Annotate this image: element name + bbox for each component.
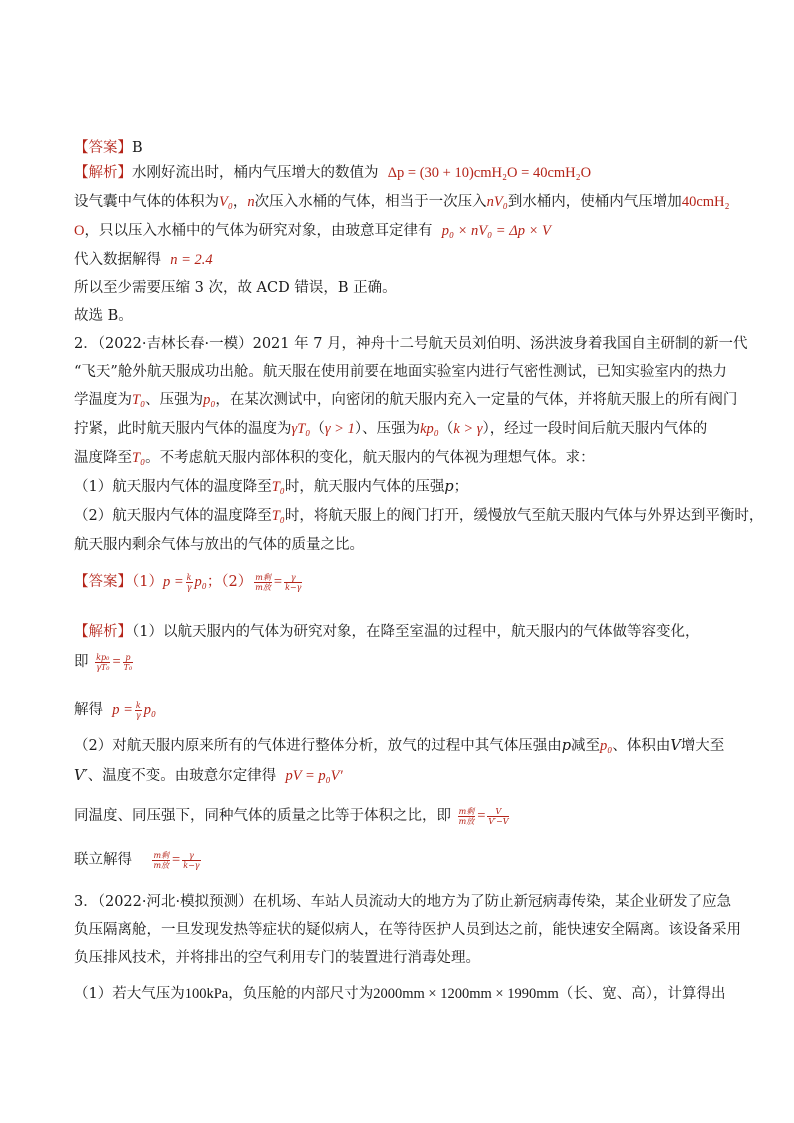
symbol: = (172, 852, 181, 868)
text: （ (438, 421, 454, 437)
text: 到水桶内，使桶内气压增加 (507, 194, 682, 210)
text: 、压强为 (145, 392, 204, 408)
text: 增大至 (680, 738, 725, 754)
text: 次压入水桶的气体，相当于一次压入 (254, 194, 487, 210)
text: （2）对航天服内原来所有的气体进行整体分析，放气的过程中其气体压强由 (74, 738, 562, 754)
q2-stem-1: 2．（2022·吉林长春·一模）2021 年 7 月，神舟十二号航天员刘伯明、汤洪波身着我国自主研制的新一代 (74, 336, 748, 352)
numerator: γ (182, 851, 200, 861)
fraction (458, 807, 476, 826)
fraction (284, 573, 302, 592)
analysis-line-2 (74, 192, 730, 212)
q2-analysis-1 (74, 622, 699, 642)
q3-stem-2: 负压隔离舱，一旦发现发热等症状的疑似病人，在等待医护人员到达之前，能快速安全隔离。该设备采用 (74, 922, 741, 938)
q2-sub-1 (74, 477, 468, 497)
analysis-line-5: 所以至少需要压缩 3 次，故 ACD 错误，B 正确。 (74, 280, 397, 296)
text: ）、压强为 (354, 421, 421, 437)
fraction (182, 851, 200, 870)
text: （ (310, 421, 325, 437)
fraction (152, 851, 170, 870)
fraction (254, 573, 272, 592)
text: ，只以压入水桶中的气体为研究对象，由玻意耳定律有 (84, 223, 433, 239)
text: （长、宽、高），计算得出 (558, 986, 726, 1002)
symbol: = (273, 574, 283, 590)
text: 即 (74, 654, 89, 670)
denominator: k−γ (285, 582, 302, 592)
text: 温度降至 (74, 450, 132, 466)
text: 同温度、同压强下，同种气体的质量之比等于体积之比，即 (74, 808, 451, 824)
fraction (186, 573, 193, 592)
fraction (123, 653, 134, 672)
q2-stem-4 (74, 419, 707, 439)
numerator: γ (284, 573, 302, 583)
denominator: T₀ (123, 662, 133, 672)
numerator: m剩 (458, 806, 475, 816)
symbol: kp₀ (420, 421, 439, 437)
q2-answer (74, 572, 304, 592)
text: 学温度为 (74, 392, 132, 408)
answer-tag: 【答案】 (74, 140, 132, 156)
q2-analysis-6 (74, 806, 511, 826)
symbol: γT₀ (291, 421, 311, 437)
analysis-line-4 (74, 250, 213, 270)
formula: pV = p₀V′ (285, 768, 343, 784)
symbol: p₀ (143, 702, 157, 718)
numerator: k (135, 700, 141, 710)
q2-sub-2-cont: 航天服内剩余气体与放出的气体的质量之比。 (74, 537, 364, 553)
formula: 2000mm × 1200mm × 1990mm (373, 986, 559, 1002)
analysis-tag: 【解析】 (74, 624, 132, 640)
fraction (95, 653, 110, 672)
denominator: γT₀ (96, 662, 110, 672)
symbol: V₀ (219, 194, 233, 210)
symbol: V (670, 738, 681, 754)
text: ， (232, 194, 248, 210)
text: 代入数据解得 (74, 252, 161, 268)
q2-analysis-2 (74, 652, 135, 672)
q2-analysis-3 (74, 700, 156, 720)
formula: p₀ × nV₀ = Δp × V (441, 223, 551, 239)
numerator: m剩 (153, 850, 170, 860)
q3-sub-1 (74, 984, 726, 1004)
q2-analysis-7 (74, 850, 203, 870)
text: 、温度不变。由玻意尔定律得 (87, 768, 277, 784)
denominator: V′−V (488, 816, 509, 826)
symbol: k > γ (453, 421, 483, 437)
text: （1）若大气压为 (74, 986, 185, 1002)
fraction (487, 807, 509, 826)
symbol: p = (162, 574, 184, 590)
text: ； (453, 479, 469, 495)
numerator: V (487, 807, 509, 817)
q2-stem-5 (74, 448, 595, 468)
symbol: p (444, 479, 454, 495)
text: （1）航天服内气体的温度降至 (74, 479, 272, 495)
denominator: m放 (458, 816, 475, 826)
q2-analysis-4 (74, 736, 724, 756)
symbol: = (112, 654, 121, 670)
text: 时，航天服内气体的压强 (284, 479, 445, 495)
denominator: m放 (255, 582, 271, 592)
q2-stem-2: “飞天”舱外航天服成功出舱。航天服在使用前要在地面实验室内进行气密性测试，已知实验室内的热力 (74, 364, 727, 380)
text: 设气囊中气体的体积为 (74, 194, 219, 210)
analysis-line-3 (74, 221, 551, 241)
symbol: T₀ (271, 479, 285, 495)
numerator: p (123, 653, 134, 663)
formula: n = 2.4 (170, 252, 213, 268)
q3-stem-1: 3．（2022·河北·模拟预测）在机场、车站人员流动大的地方为了防止新冠病毒传染，某企业研发了应急 (74, 894, 732, 910)
denominator: γ (186, 582, 192, 592)
text: 。不考虑航天服内部体积的变化，航天服内的气体视为理想气体。求： (145, 450, 595, 466)
symbol: p₀ (600, 738, 613, 754)
symbol: n (247, 194, 255, 210)
symbol: p₀ (203, 392, 216, 408)
symbol: nV₀ (486, 194, 508, 210)
symbol: p (561, 738, 572, 754)
text: （1） (132, 574, 163, 590)
denominator: γ (135, 710, 141, 720)
text: 时，将航天服上的阀门打开，缓慢放气至航天服内气体与外界达到平衡时， (284, 508, 764, 524)
analysis-line-6: 故选 B。 (74, 308, 133, 324)
symbol: p = (112, 702, 133, 718)
text: ；（2） (206, 574, 253, 590)
text: 解得 (74, 702, 103, 718)
symbol: V′ (74, 768, 88, 784)
text: （1）以航天服内的气体为研究对象，在降至室温的过程中，航天服内的气体做等容变化， (132, 624, 700, 640)
symbol: γ > 1 (324, 421, 355, 437)
analysis-tag: 【解析】 (74, 165, 132, 181)
text: 拧紧，此时航天服内气体的温度为 (74, 421, 292, 437)
symbol: p₀ (194, 574, 207, 590)
q3-stem-3: 负压排风技术，并将排出的空气利用专门的装置进行消毒处理。 (74, 950, 480, 966)
q2-stem-3 (74, 390, 737, 410)
q2-analysis-5 (74, 766, 343, 786)
numerator: m剩 (255, 572, 271, 582)
answer-line-q1 (74, 138, 143, 158)
symbol: 40cmH₂ (681, 194, 730, 210)
symbol: T₀ (132, 450, 146, 466)
text: ，负压舱的内部尺寸为 (228, 986, 374, 1002)
q2-sub-2 (74, 506, 763, 526)
denominator: m放 (153, 860, 170, 870)
symbol: 100kPa (184, 986, 229, 1002)
text: ，在某次测试中，向密闭的航天服内充入一定量的气体，并将航天服上的所有阀门 (215, 392, 738, 408)
symbol: = (477, 808, 486, 824)
text: 联立解得 (74, 852, 132, 868)
answer-value: B (132, 140, 143, 156)
text: 减至 (571, 738, 601, 754)
symbol: T₀ (132, 392, 146, 408)
symbol: O (74, 223, 85, 239)
numerator: kp₀ (96, 652, 110, 662)
text: ），经过一段时间后航天服内气体的 (482, 421, 708, 437)
numerator: k (186, 572, 192, 582)
fraction (135, 701, 142, 720)
analysis-line-1 (74, 163, 591, 183)
formula: Δp = (30 + 10)cmH₂O = 40cmH₂O (387, 165, 592, 181)
analysis-text: 水刚好流出时，桶内气压增大的数值为 (132, 165, 379, 181)
text: （2）航天服内气体的温度降至 (74, 508, 272, 524)
denominator: k−γ (183, 860, 200, 870)
answer-tag: 【答案】 (74, 574, 132, 590)
text: 、体积由 (612, 738, 671, 754)
symbol: T₀ (271, 508, 285, 524)
